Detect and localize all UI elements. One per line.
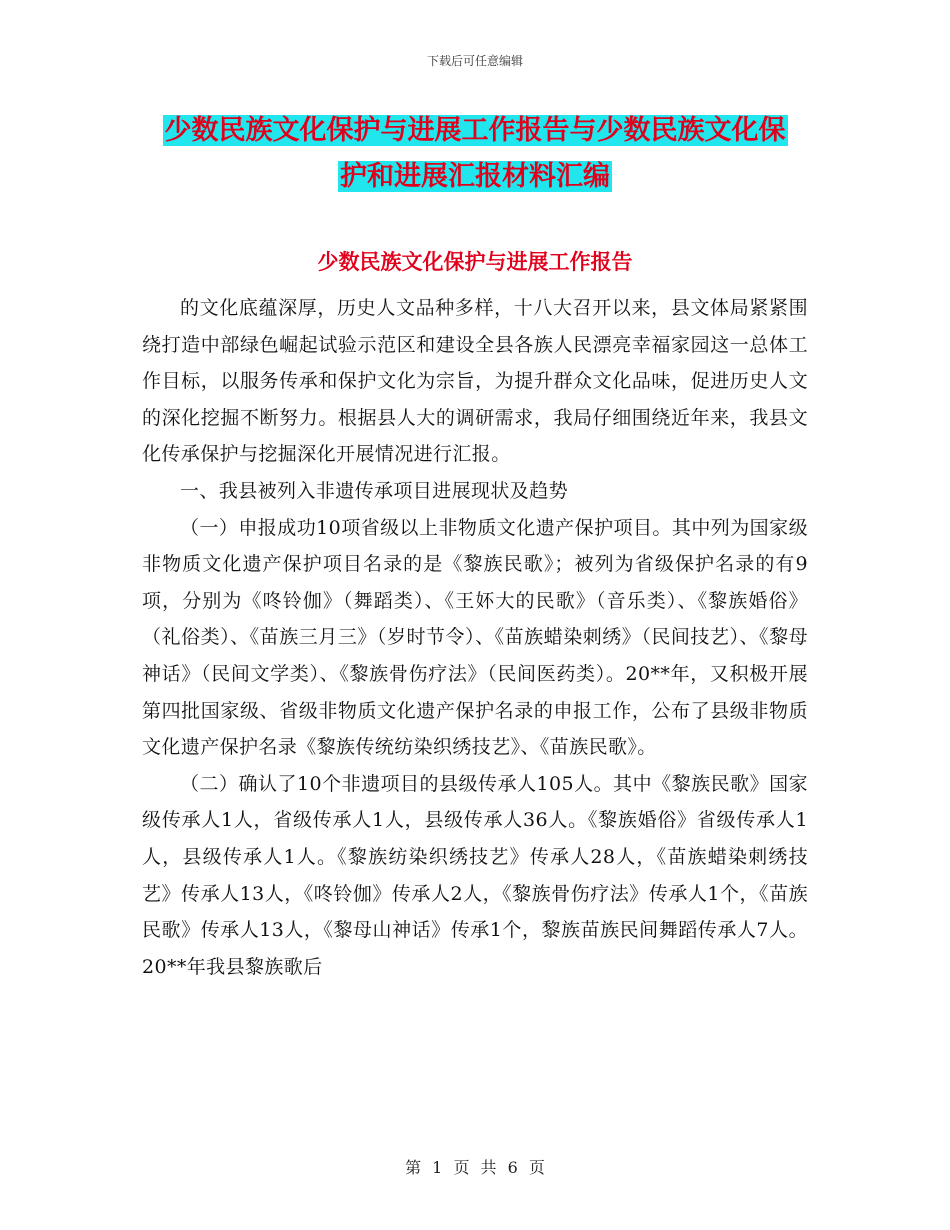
page-footer-number: 第 1 页 共 6 页 (405, 1158, 545, 1177)
body-paragraph-intro: 的文化底蕴深厚，历史人文品种多样，十八大召开以来，县文体局紧紧围绕打造中部绿色崛起试验示范区和建设全县各族人民漂亮幸福家园这一总体工作目标，以服务传承和保护文化为宗旨，为提升群众文化品味，促进历史人文的深化挖掘不断努力。根据县人大的调研需求，我局仔细围绕近年来，我县文化传承保护与挖掘深化开展情况进行汇报。 (142, 297, 808, 466)
main-title-line2: 护和进展汇报材料汇编 (340, 161, 610, 192)
body-paragraph-item-one: （一）申报成功10项省级以上非物质文化遗产保护项目。其中列为国家级非物质文化遗产保护项目名录的是《黎族民歌》；被列为省级保护名录的有9项，分别为《咚铃伽》（舞蹈类）、《王妚大的民歌》（音乐类）、《黎族婚俗》（礼俗类）、《苗族三月三》（岁时节令）、《苗族蜡染刺绣》（民间技艺）、《黎母神话》（民间文学类）、《黎族骨伤疗法》（民间医药类）。20**年，又积极开展第四批国家级、省级非物质文化遗产保护名录的申报工作，公布了县级非物质文化遗产保护名录《黎族传统纺染织绣技艺》、《苗族民歌》。 (142, 516, 808, 759)
page-header-note: 下载后可任意编辑 (426, 54, 523, 68)
section-title: 少数民族文化保护与进展工作报告 (317, 250, 633, 274)
body-paragraph-item-two: （二）确认了10个非遗项目的县级传承人105人。其中《黎族民歌》国家级传承人1人，省级传承人1人，县级传承人36人。《黎族婚俗》省级传承人1人，县级传承人1人。《黎族纺染织绣技艺》传承人28人，《苗族蜡染刺绣技艺》传承人13人，《咚铃伽》传承人2人，《黎族骨伤疗法》传承人1个，《苗族民歌》传承人13人，《黎母山神话》传承1个，黎族苗族民间舞蹈传承人7人。20**年我县黎族歌后 (142, 772, 808, 978)
document-main-title (150, 108, 800, 200)
document-body (142, 290, 808, 985)
main-title-line1: 少数民族文化保护与进展工作报告与少数民族文化保 (164, 115, 786, 146)
body-heading-section-one: 一、我县被列入非遗传承项目进展现状及趋势 (180, 479, 569, 502)
